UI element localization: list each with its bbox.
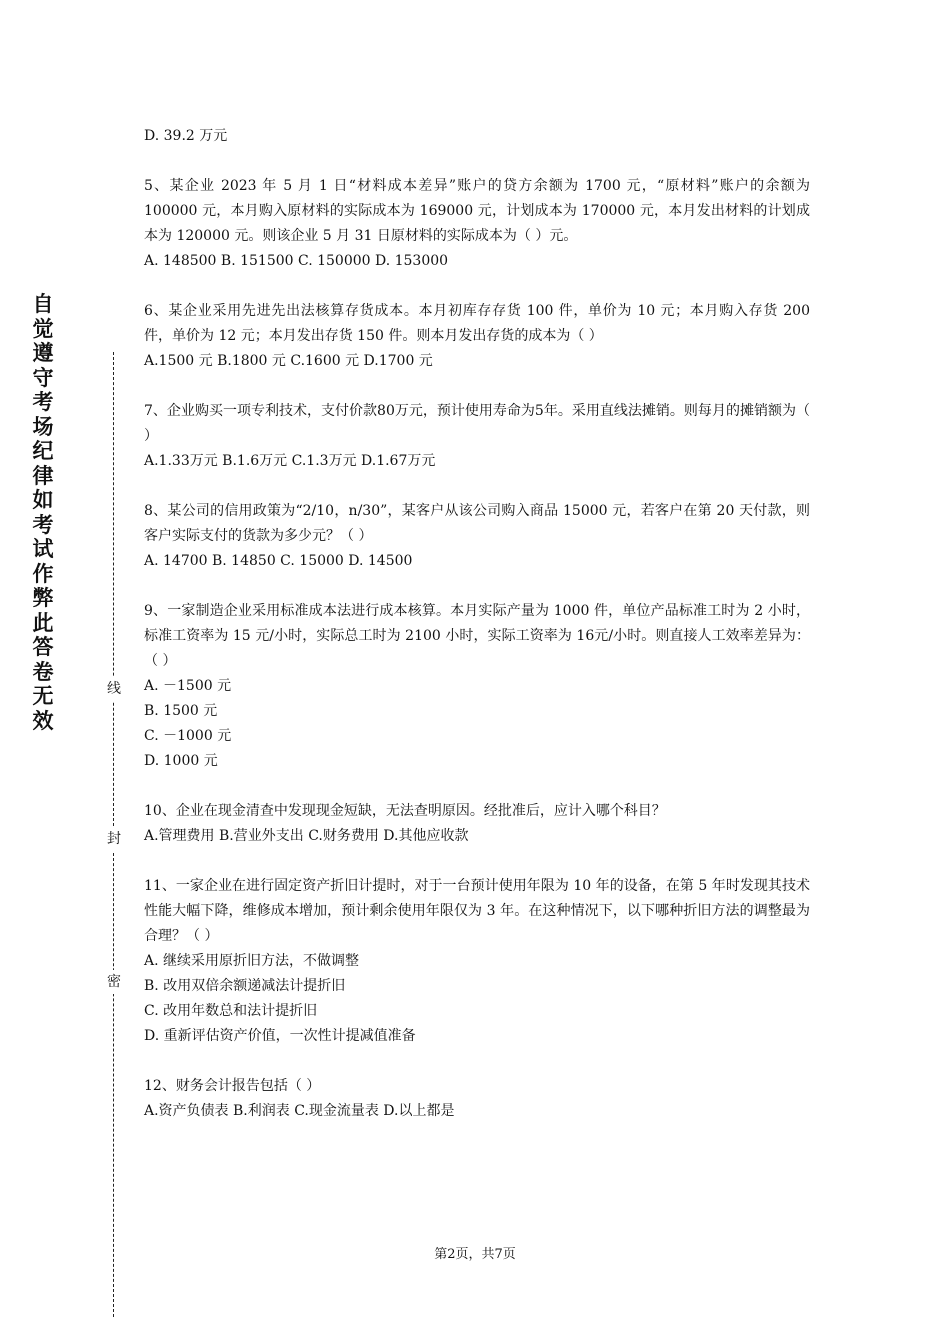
question-9 [144,599,810,774]
question-5 [144,174,810,274]
option-d: D. 1000 元 [144,753,218,769]
question-stem: 8、某公司的信用政策为“2/10，n/30”，某客户从该公司购入商品 15000 元，若客户在第 20 天付款，则客户实际支付的货款为多少元？（ ） [144,503,810,544]
question-stem: 5、某企业 2023 年 5 月 1 日“材料成本差异”账户的贷方余额为 1700 元，“原材料”账户的余额为 100000 元，本月购入原材料的实际成本为 169000 元，计划成本为 170000 元，本月发出材料的计划成本为 120000 元。则该企业 5 月 31 日原材料的实际成本为（ ）元。 [144,178,810,244]
page-footer: 第2页，共7页 [434,1247,516,1262]
previous-question-tail [144,124,810,149]
question-stem: 6、某企业采用先进先出法核算存货成本。本月初库存存货 100 件，单价为 10 元；本月购入存货 200 件，单价为 12 元；本月发出存货 150 件。则本月发出存货的成本为（ ） [144,303,810,344]
option-c: C. 改用年数总和法计提折旧 [144,1003,318,1019]
binding-label-xian: 线 [104,677,124,701]
option-line: A.1.33万元 B.1.6万元 C.1.3万元 D.1.67万元 [144,453,436,469]
question-7 [144,399,810,474]
option-b: B. 改用双倍余额递减法计提折旧 [144,978,346,994]
question-stem: 12、财务会计报告包括（ ） [144,1078,321,1094]
option-line: D. 39.2 万元 [144,128,228,144]
option-line: A.1500 元 B.1800 元 C.1600 元 D.1700 元 [144,353,433,369]
option-b: B. 1500 元 [144,703,218,719]
question-6 [144,299,810,374]
question-stem: 11、一家企业在进行固定资产折旧计提时，对于一台预计使用年限为 10 年的设备，在第 5 年时发现其技术性能大幅下降，维修成本增加，预计剩余使用年限仅为 3 年。在这种情况下，以下哪种折旧方法的调整最为合理？（ ） [144,878,810,944]
binding-label-feng: 封 [104,827,124,851]
question-stem: 9、一家制造企业采用标准成本法进行成本核算。本月实际产量为 1000 件，单位产品标准工时为 2 小时，标准工资率为 15 元/小时，实际总工时为 2100 小时，实际工资率为 16元/小时。则直接人工效率差异为：（ ） [144,603,810,669]
exam-discipline-warning: 自觉遵守考场纪律如考试作弊此答卷无效 [32,292,54,733]
question-content [144,124,810,1149]
question-stem: 7、企业购买一项专利技术，支付价款80万元，预计使用寿命为5年。采用直线法摊销。则每月的摊销额为（ ） [144,403,810,444]
binding-label-mi: 密 [104,970,124,994]
option-a: A. －1500 元 [144,678,232,694]
option-d: D. 重新评估资产价值，一次性计提减值准备 [144,1028,416,1044]
question-10 [144,799,810,849]
question-12 [144,1074,810,1124]
option-line: A.管理费用 B.营业外支出 C.财务费用 D.其他应收款 [144,828,469,844]
option-a: A. 继续采用原折旧方法，不做调整 [144,953,360,969]
option-c: C. －1000 元 [144,728,232,744]
question-stem: 10、企业在现金清查中发现现金短缺，无法查明原因。经批准后，应计入哪个科目？ [144,803,666,819]
option-line: A. 14700 B. 14850 C. 15000 D. 14500 [144,553,413,569]
question-8 [144,499,810,574]
option-line: A.资产负债表 B.利润表 C.现金流量表 D.以上都是 [144,1103,455,1119]
option-line: A. 148500 B. 151500 C. 150000 D. 153000 [144,253,449,269]
question-11 [144,874,810,1049]
